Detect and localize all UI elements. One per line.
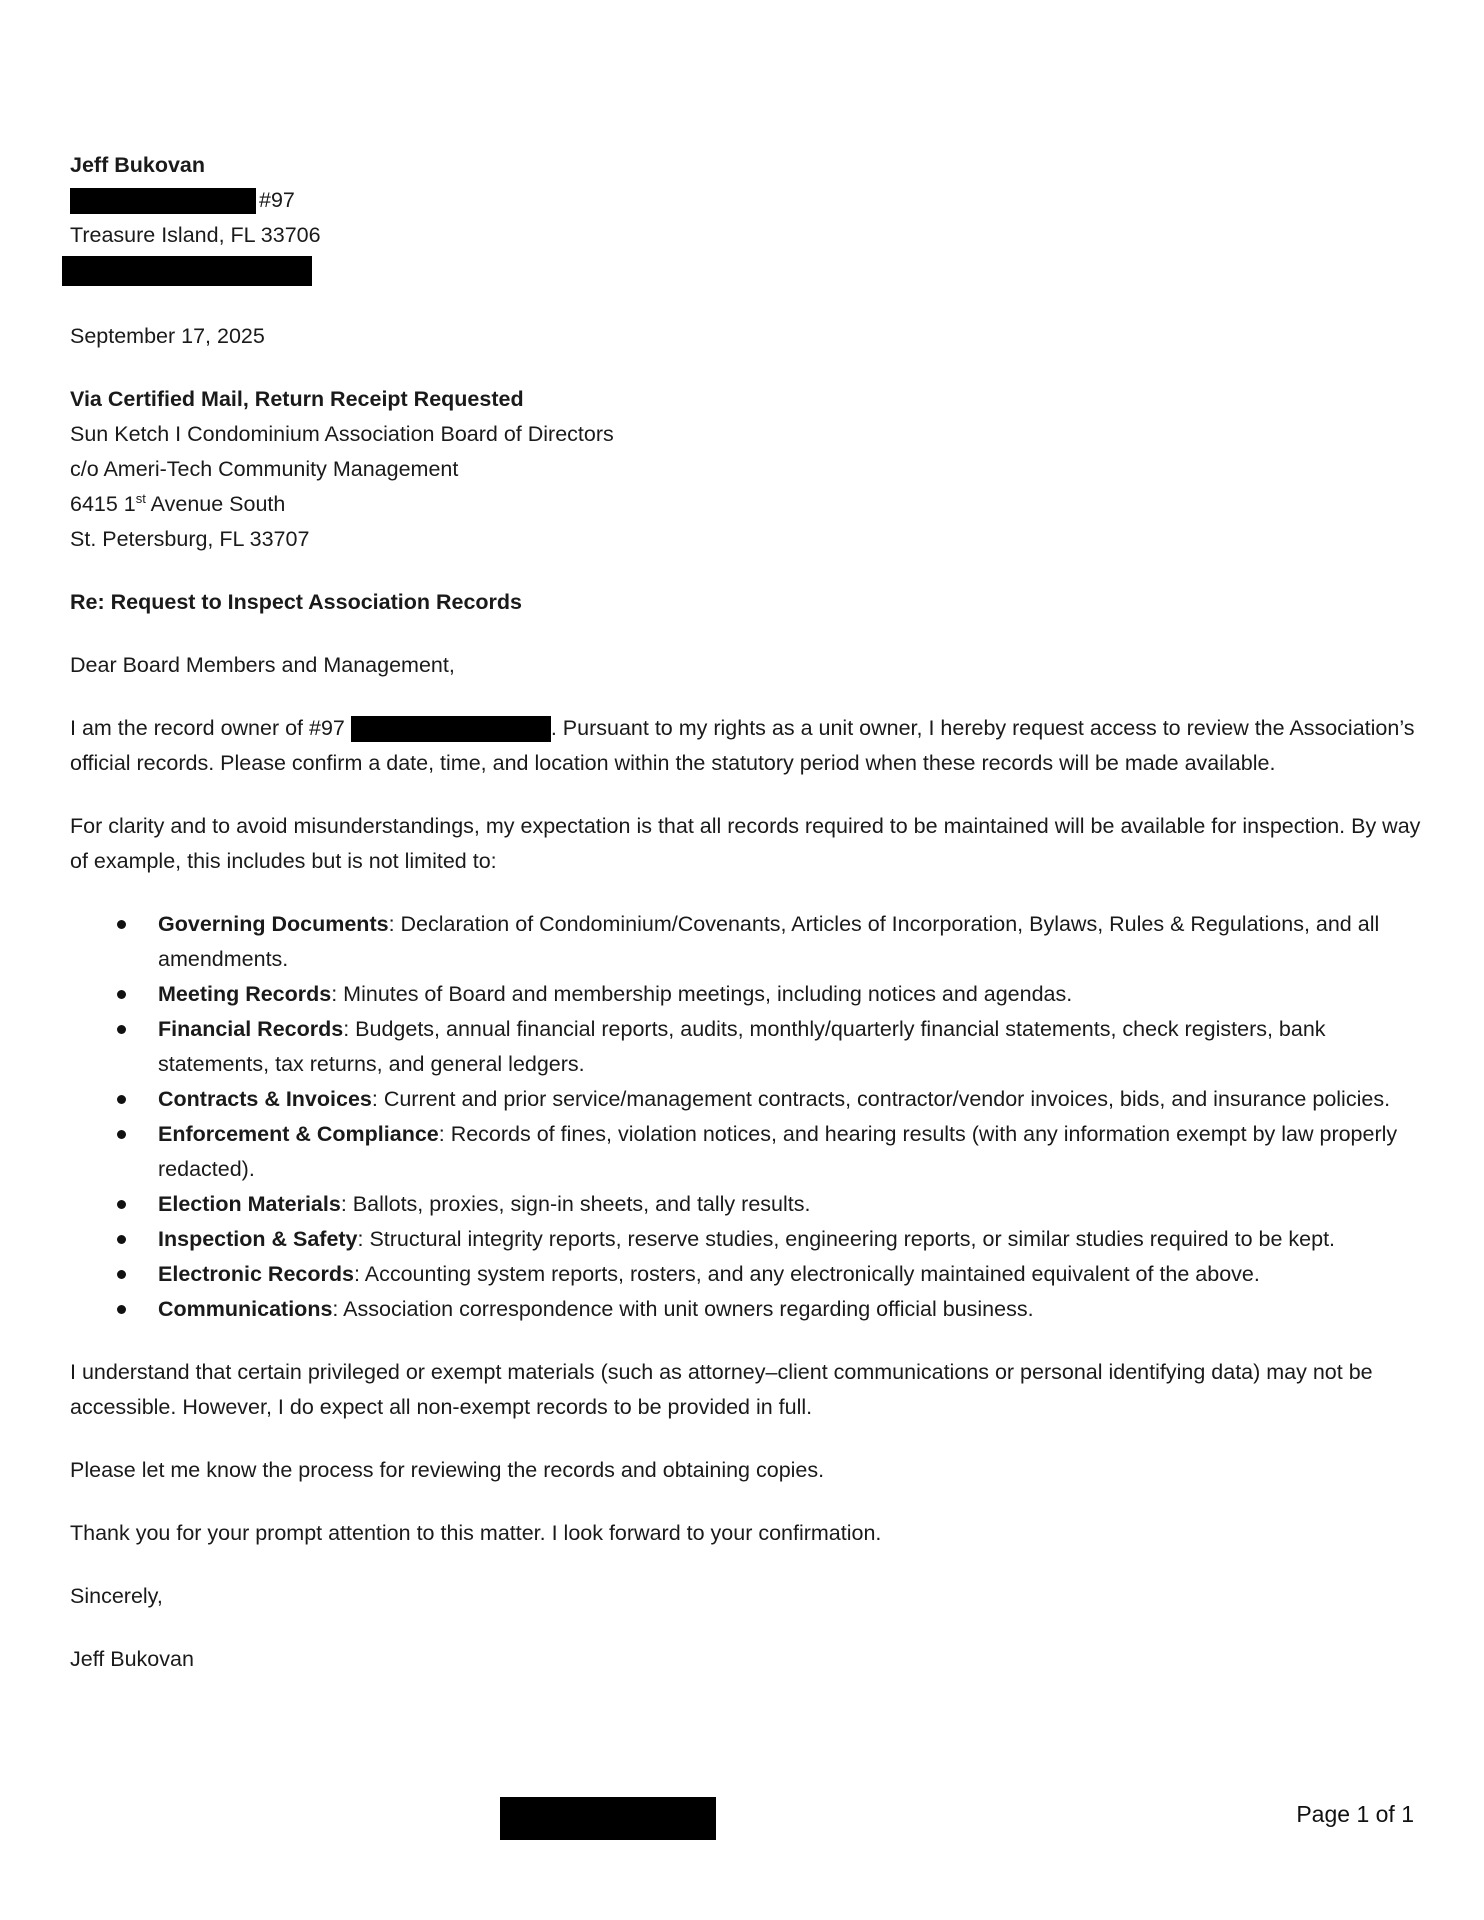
paragraph-ownership-pre: I am the record owner of #97 xyxy=(70,716,351,740)
salutation-line: Dear Board Members and Management, xyxy=(70,653,455,677)
street-ordinal-suffix: st xyxy=(135,490,146,506)
recipient-city-line: St. Petersburg, FL 33707 xyxy=(70,527,310,551)
list-item xyxy=(70,1012,1428,1082)
record-category: Contracts & Invoices xyxy=(158,1087,372,1111)
list-item xyxy=(70,1117,1428,1187)
record-description: : Minutes of Board and membership meetings, including notices and agendas. xyxy=(331,982,1073,1006)
letter-content xyxy=(70,148,1428,1677)
sender-street-line xyxy=(70,183,1428,218)
record-description: : Association correspondence with unit owners regarding official business. xyxy=(332,1297,1034,1321)
recipient-street-line xyxy=(70,487,1428,522)
redaction-phone-number xyxy=(62,256,312,286)
delivery-method-line: Via Certified Mail, Return Receipt Requested xyxy=(70,387,524,411)
records-list xyxy=(70,907,1428,1327)
paragraph-thanks: Thank you for your prompt attention to this matter. I look forward to your confirmation. xyxy=(70,1521,882,1545)
bullet-icon xyxy=(117,1130,126,1139)
bullet-icon xyxy=(117,1305,126,1314)
street-number: 6415 1 xyxy=(70,492,136,516)
bullet-icon xyxy=(117,920,126,929)
redaction-signature xyxy=(500,1797,716,1840)
sender-unit: #97 xyxy=(259,188,295,212)
street-rest: Avenue South xyxy=(145,492,286,516)
list-item xyxy=(70,1257,1428,1292)
paragraph-ownership xyxy=(70,711,1428,781)
list-item xyxy=(70,1187,1428,1222)
sender-name: Jeff Bukovan xyxy=(70,153,206,177)
bullet-icon xyxy=(117,1025,126,1034)
record-category: Electronic Records xyxy=(158,1262,354,1286)
record-category: Election Materials xyxy=(158,1192,341,1216)
redaction-street-address xyxy=(70,188,256,214)
redaction-unit-address xyxy=(351,716,551,742)
page-number: Page 1 of 1 xyxy=(1296,1801,1414,1827)
record-description: : Budgets, annual financial reports, audits, monthly/quarterly financial statements, check registers, bank statements, tax returns, and general ledgers. xyxy=(158,1017,1326,1076)
recipient-block xyxy=(70,382,1428,557)
record-category: Inspection & Safety xyxy=(158,1227,358,1251)
recipient-care-of-line: c/o Ameri-Tech Community Management xyxy=(70,457,459,481)
record-description: : Ballots, proxies, sign-in sheets, and tally results. xyxy=(340,1192,811,1216)
record-category: Governing Documents xyxy=(158,912,389,936)
recipient-org-line: Sun Ketch I Condominium Association Board of Directors xyxy=(70,422,614,446)
record-category: Enforcement & Compliance xyxy=(158,1122,439,1146)
record-category: Communications xyxy=(158,1297,333,1321)
paragraph-clarity: For clarity and to avoid misunderstandings, my expectation is that all records required to be maintained will be available for inspection. By way of example, this includes but is not limited to: xyxy=(70,814,1421,873)
bullet-icon xyxy=(117,1095,126,1104)
subject-line: Re: Request to Inspect Association Records xyxy=(70,590,522,614)
paragraph-process: Please let me know the process for reviewing the records and obtaining copies. xyxy=(70,1458,825,1482)
sender-phone-line xyxy=(70,256,1428,291)
record-description: : Structural integrity reports, reserve studies, engineering reports, or similar studies required to be kept. xyxy=(357,1227,1336,1251)
bullet-icon xyxy=(117,1200,126,1209)
bullet-icon xyxy=(117,1235,126,1244)
record-description: : Records of fines, violation notices, and hearing results (with any information exempt by law properly redacted). xyxy=(158,1122,1398,1181)
sender-city-line: Treasure Island, FL 33706 xyxy=(70,223,321,247)
list-item xyxy=(70,1292,1428,1327)
list-item xyxy=(70,977,1428,1012)
signature-name: Jeff Bukovan xyxy=(70,1647,194,1671)
closing-line: Sincerely, xyxy=(70,1584,163,1608)
record-category: Financial Records xyxy=(158,1017,344,1041)
record-description: : Declaration of Condominium/Covenants, Articles of Incorporation, Bylaws, Rules & Regulations, and all amendments. xyxy=(158,912,1380,971)
record-category: Meeting Records xyxy=(158,982,332,1006)
paragraph-exempt: I understand that certain privileged or exempt materials (such as attorney–client communications or personal identifying data) may not be accessible. However, I do expect all non-exempt records to be provided in full. xyxy=(70,1360,1373,1419)
sender-block xyxy=(70,148,1428,291)
list-item xyxy=(70,1222,1428,1257)
list-item xyxy=(70,907,1428,977)
date-line: September 17, 2025 xyxy=(70,324,265,348)
paragraph-ownership-post: . Pursuant to my rights as a unit owner, I hereby request access to review the Association’s official records. Please confirm a date, time, and location within the statutory period when these records will be made available. xyxy=(70,716,1415,775)
bullet-icon xyxy=(117,990,126,999)
record-description: : Accounting system reports, rosters, and any electronically maintained equivalent of the above. xyxy=(353,1262,1260,1286)
bullet-icon xyxy=(117,1270,126,1279)
list-item xyxy=(70,1082,1428,1117)
record-description: : Current and prior service/management contracts, contractor/vendor invoices, bids, and insurance policies. xyxy=(371,1087,1391,1111)
